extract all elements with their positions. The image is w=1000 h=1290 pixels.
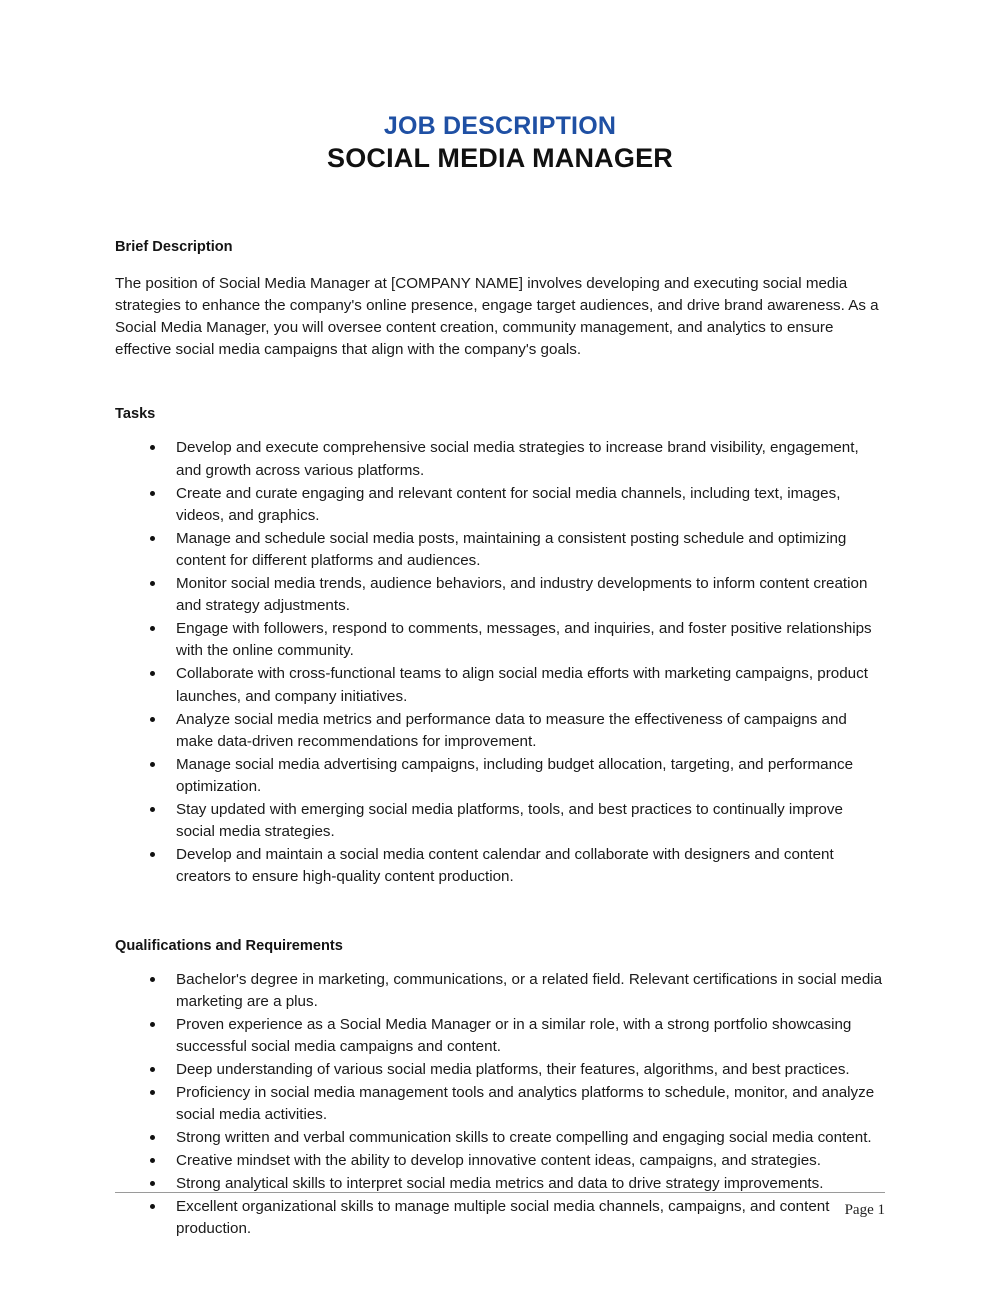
list-item-text: Strong analytical skills to interpret social media metrics and data to drive strategy improvements. xyxy=(176,1174,824,1192)
bullet-dot-icon xyxy=(150,491,155,496)
list-item xyxy=(115,709,885,754)
list-item-text: Excellent organizational skills to manage multiple social media channels, campaigns, and content production. xyxy=(176,1197,830,1237)
bullet-dot-icon xyxy=(150,807,155,812)
list-item xyxy=(115,844,885,889)
bullet-dot-icon xyxy=(150,1181,155,1186)
list-item xyxy=(115,573,885,618)
list-item-text: Analyze social media metrics and performance data to measure the effectiveness of campaigns and make data-driven recommendations for improvement. xyxy=(176,710,847,750)
bullet-dot-icon xyxy=(150,852,155,857)
list-item xyxy=(115,1150,885,1172)
bullet-dot-icon xyxy=(150,1067,155,1072)
list-item xyxy=(115,799,885,844)
list-item xyxy=(115,1127,885,1149)
section-heading-qualifications: Qualifications and Requirements xyxy=(115,937,343,954)
list-item-text: Create and curate engaging and relevant content for social media channels, including text, images, videos, and graphics. xyxy=(176,484,841,524)
bullet-dot-icon xyxy=(150,1022,155,1027)
list-item xyxy=(115,437,885,482)
bullet-dot-icon xyxy=(150,762,155,767)
list-item-text: Monitor social media trends, audience behaviors, and industry developments to inform content creation and strategy adjustments. xyxy=(176,574,868,615)
page-number: Page 1 xyxy=(844,1202,885,1218)
list-item-text: Develop and execute comprehensive social media strategies to increase brand visibility, engagement, and growth across various platforms. xyxy=(176,439,859,479)
list-item-text: Bachelor's degree in marketing, communications, or a related field. Relevant certifications in social media marketing are a plus. xyxy=(176,970,883,1011)
list-item-text: Stay updated with emerging social media platforms, tools, and best practices to continually improve social media strategies. xyxy=(176,800,843,841)
document-kicker: JOB DESCRIPTION xyxy=(383,112,617,140)
list-item-text: Proficiency in social media management tools and analytics platforms to schedule, monitor, and analyze social media activities. xyxy=(176,1083,875,1124)
bullet-dot-icon xyxy=(150,1090,155,1095)
list-item-text: Deep understanding of various social media platforms, their features, algorithms, and best practices. xyxy=(176,1061,850,1079)
list-item-text: Creative mindset with the ability to develop innovative content ideas, campaigns, and strategies. xyxy=(176,1151,821,1169)
bullet-dot-icon xyxy=(150,1158,155,1163)
list-item xyxy=(115,663,885,708)
list-item-text: Manage and schedule social media posts, maintaining a consistent posting schedule and optimizing content for different platforms and audiences. xyxy=(176,529,847,570)
bullet-dot-icon xyxy=(150,536,155,541)
bullet-dot-icon xyxy=(150,445,155,450)
list-item xyxy=(115,1014,885,1059)
bullet-dot-icon xyxy=(150,626,155,631)
document-body xyxy=(115,0,885,1241)
section-heading-tasks: Tasks xyxy=(115,406,156,423)
document-title-block xyxy=(115,0,885,174)
page-title: SOCIAL MEDIA MANAGER xyxy=(326,143,673,173)
section-tasks xyxy=(115,405,885,888)
bullet-dot-icon xyxy=(150,581,155,586)
bullet-dot-icon xyxy=(150,1135,155,1140)
list-item-text: Manage social media advertising campaigns, including budget allocation, targeting, and performance optimization. xyxy=(176,755,854,796)
footer-divider xyxy=(115,1192,885,1193)
section-brief-description xyxy=(115,238,885,361)
tasks-list xyxy=(115,437,885,888)
list-item-text: Strong written and verbal communication skills to create compelling and engaging social media content. xyxy=(176,1129,872,1147)
list-item-text: Proven experience as a Social Media Manager or in a similar role, with a strong portfolio showcasing successful social media campaigns and content. xyxy=(176,1015,852,1056)
list-item-text: Collaborate with cross-functional teams to align social media efforts with marketing campaigns, product launches, and company initiatives. xyxy=(176,665,868,705)
page-footer xyxy=(115,1192,885,1219)
list-item xyxy=(115,1082,885,1127)
list-item xyxy=(115,754,885,799)
brief-description-paragraph: The position of Social Media Manager at [COMPANY NAME] involves developing and executing social media strategies to enhance the company's online presence, engage target audiences, and drive brand awareness. As a Social Media Manager, you will oversee content creation, community management, and analytics to ensure effective social media campaigns that align with the company's goals. xyxy=(115,275,879,359)
list-item xyxy=(115,969,885,1014)
list-item xyxy=(115,483,885,528)
list-item xyxy=(115,528,885,573)
section-heading-brief-description: Brief Description xyxy=(115,239,233,256)
list-item-text: Develop and maintain a social media content calendar and collaborate with designers and content creators to ensure high-quality content production. xyxy=(176,846,834,886)
list-item xyxy=(115,618,885,663)
bullet-dot-icon xyxy=(150,671,155,676)
list-item xyxy=(115,1059,885,1081)
list-item-text: Engage with followers, respond to comments, messages, and inquiries, and foster positive relationships with the online community. xyxy=(176,620,872,660)
bullet-dot-icon xyxy=(150,717,155,722)
bullet-dot-icon xyxy=(150,977,155,982)
